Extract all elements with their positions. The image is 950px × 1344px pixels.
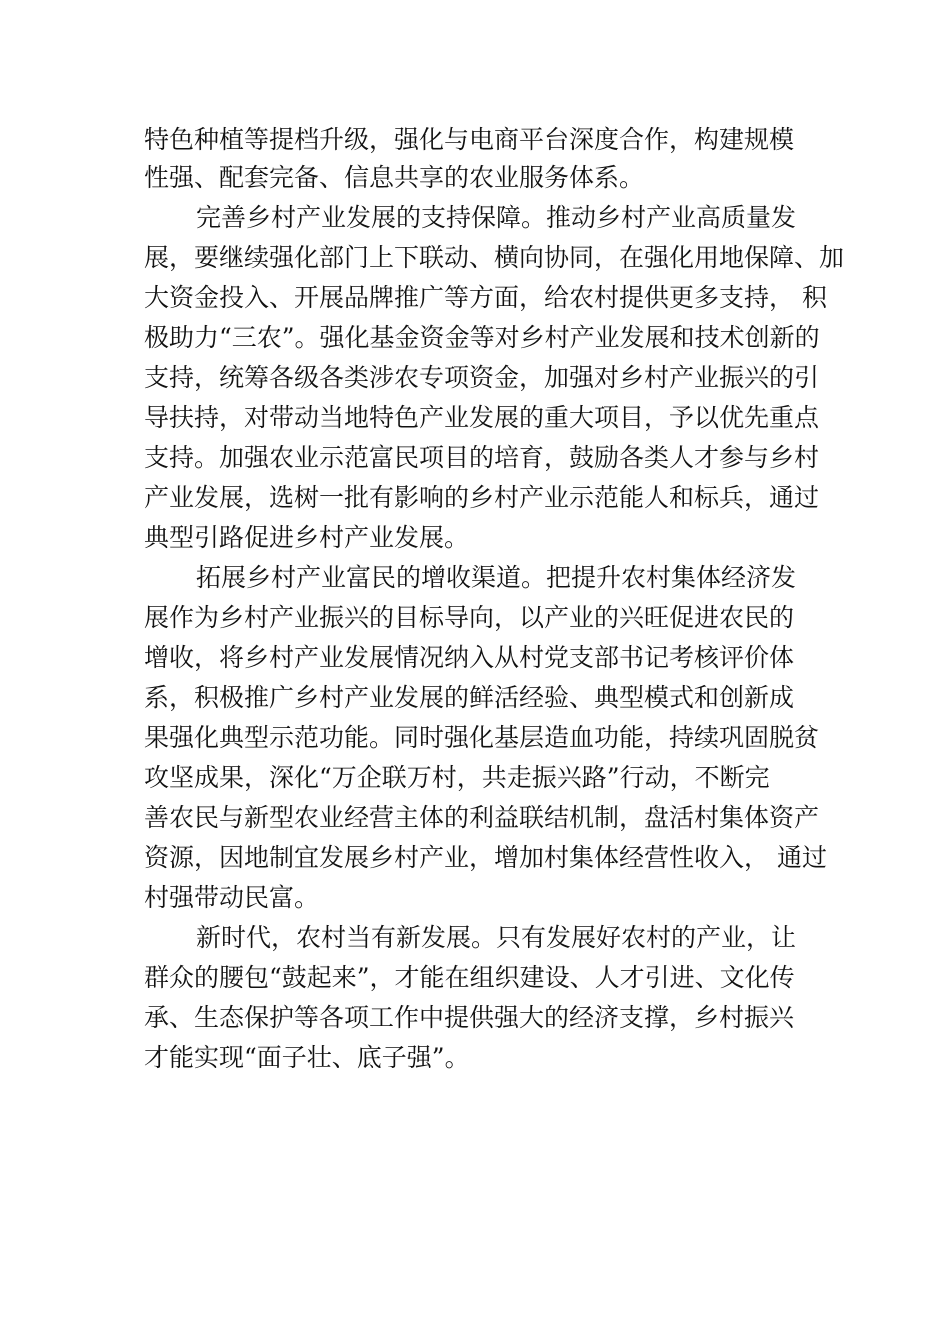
text-line: 支持。加强农业示范富民项目的培育，鼓励各类人才参与乡村 xyxy=(144,443,820,472)
text-line: 群众的腰包“鼓起来”，才能在组织建设、人才引进、文化传 xyxy=(144,963,795,992)
text-line: 攻坚成果，深化“万企联万村，共走振兴路”行动，不断完 xyxy=(144,763,770,792)
text-line: 果强化典型示范功能。同时强化基层造血功能，持续巩固脱贫 xyxy=(144,723,820,752)
text-line: 特色种植等提档升级，强化与电商平台深度合作，构建规模 xyxy=(144,125,795,154)
text-line: 村强带动民富。 xyxy=(144,883,320,912)
text-line: 性强、配套完备、信息共享的农业服务体系。 xyxy=(144,163,645,192)
text-line: 极助力“三农”。强化基金资金等对乡村产业发展和技术创新的 xyxy=(144,323,820,352)
paragraph-first-line: 拓展乡村产业富民的增收渠道。把提升农村集体经济发 xyxy=(196,563,797,592)
text-line: 大资金投入、开展品牌推广等方面，给农村提供更多支持， 积 xyxy=(144,283,827,312)
paragraph-first-line: 新时代，农村当有新发展。只有发展好农村的产业，让 xyxy=(196,923,797,952)
text-line: 展，要继续强化部门上下联动、横向协同，在强化用地保障、加 xyxy=(144,243,845,272)
text-line: 资源，因地制宜发展乡村产业，增加村集体经营性收入， 通过 xyxy=(144,843,827,872)
text-line: 承、生态保护等各项工作中提供强大的经济支撑，乡村振兴 xyxy=(144,1003,795,1032)
paragraph-first-line: 完善乡村产业发展的支持保障。推动乡村产业高质量发 xyxy=(196,203,797,232)
text-line: 导扶持，对带动当地特色产业发展的重大项目，予以优先重点 xyxy=(144,403,820,432)
text-line: 典型引路促进乡村产业发展。 xyxy=(144,523,470,552)
text-line: 才能实现“面子壮、底子强”。 xyxy=(144,1043,470,1072)
text-line: 产业发展，选树一批有影响的乡村产业示范能人和标兵，通过 xyxy=(144,483,820,512)
text-line: 支持，统筹各级各类涉农专项资金，加强对乡村产业振兴的引 xyxy=(144,363,820,392)
text-line: 善农民与新型农业经营主体的利益联结机制，盘活村集体资产 xyxy=(144,803,820,832)
text-line: 系，积极推广乡村产业发展的鲜活经验、典型模式和创新成 xyxy=(144,683,795,712)
text-line: 展作为乡村产业振兴的目标导向，以产业的兴旺促进农民的 xyxy=(144,603,795,632)
text-line: 增收，将乡村产业发展情况纳入从村党支部书记考核评价体 xyxy=(144,643,795,672)
